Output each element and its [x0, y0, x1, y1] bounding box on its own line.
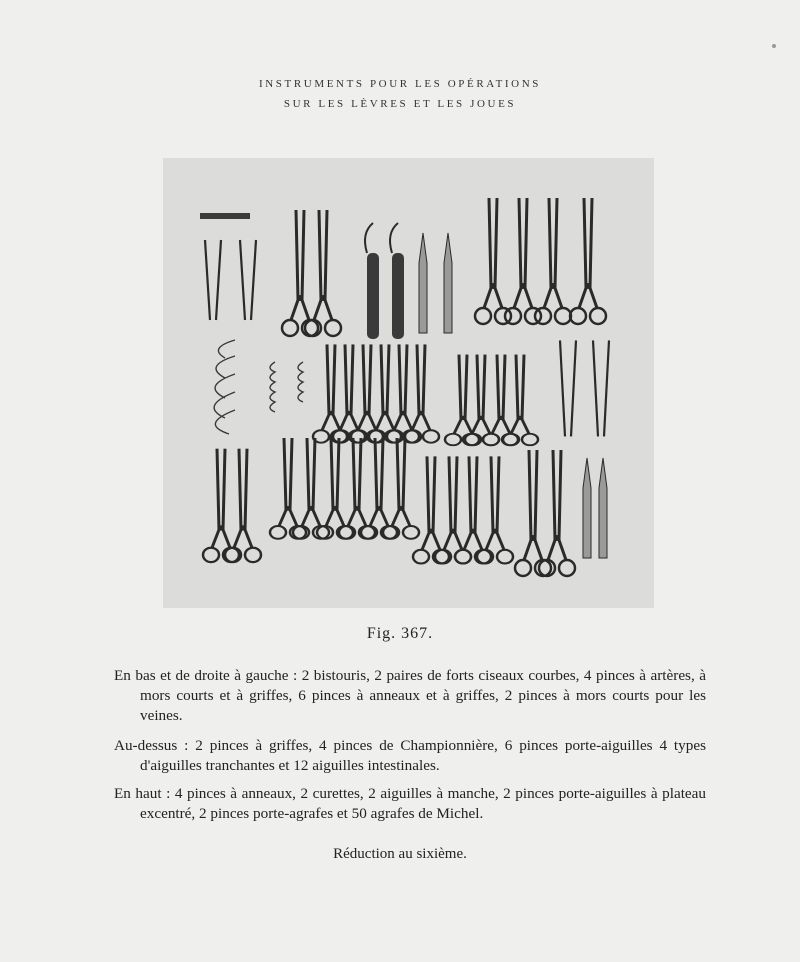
middle-row-instruments [214, 340, 303, 434]
scalpel-icon [583, 458, 591, 558]
ring-forceps-icon [475, 198, 511, 324]
needle-holders-row [313, 340, 609, 445]
scissors-icon [539, 450, 575, 576]
needle-handle-icon [419, 233, 427, 333]
needle-holder-icon [282, 210, 318, 336]
description-bottom-row: En bas et de droite à gauche : 2 bistouris, 2 paires de forts ciseaux courbes, 4 pinces à artères, à mors courts et à griffes, 6 pinces à anneaux et à griffes, 2 pinces à mors courts pour les veines. [114, 667, 706, 724]
ring-forceps-icon [535, 198, 571, 324]
forceps-icon [205, 240, 221, 320]
needle-handle-icon [444, 233, 452, 333]
needle-holder-icon [305, 210, 341, 336]
ring-forceps-icon [570, 198, 606, 324]
figure-caption: Fig. 367. [366, 625, 434, 642]
description-middle-row: Au-dessus : 2 pinces à griffes, 4 pinces de Championnière, 6 pinces porte-aiguilles 4 types d'aiguilles tranchantes et 12 aiguilles intestinales. [114, 737, 706, 774]
curette-icon [390, 223, 404, 339]
header-line-1: INSTRUMENTS POUR LES OPÉRATIONS [259, 78, 541, 90]
ring-forceps-icon [505, 198, 541, 324]
header-line-2: SUR LES LÈVRES ET LES JOUES [283, 98, 517, 110]
curette-icon [365, 223, 379, 339]
top-row-instruments [200, 198, 606, 339]
page-mark [772, 44, 776, 48]
scissors-icon [515, 450, 551, 576]
reduction-note: Réduction au sixième. [333, 846, 467, 862]
forceps-icon [240, 240, 256, 320]
scalpel-icon [599, 458, 607, 558]
instrument-plate-photo [163, 158, 654, 608]
bottom-row-instruments [203, 438, 607, 576]
page-header [0, 74, 800, 114]
description-top-row: En haut : 4 pinces à anneaux, 2 curettes, 2 aiguilles à manche, 2 pinces porte-aiguilles à plateau excentré, 2 pinces porte-agrafes et 50 agrafes de Michel. [114, 785, 706, 822]
